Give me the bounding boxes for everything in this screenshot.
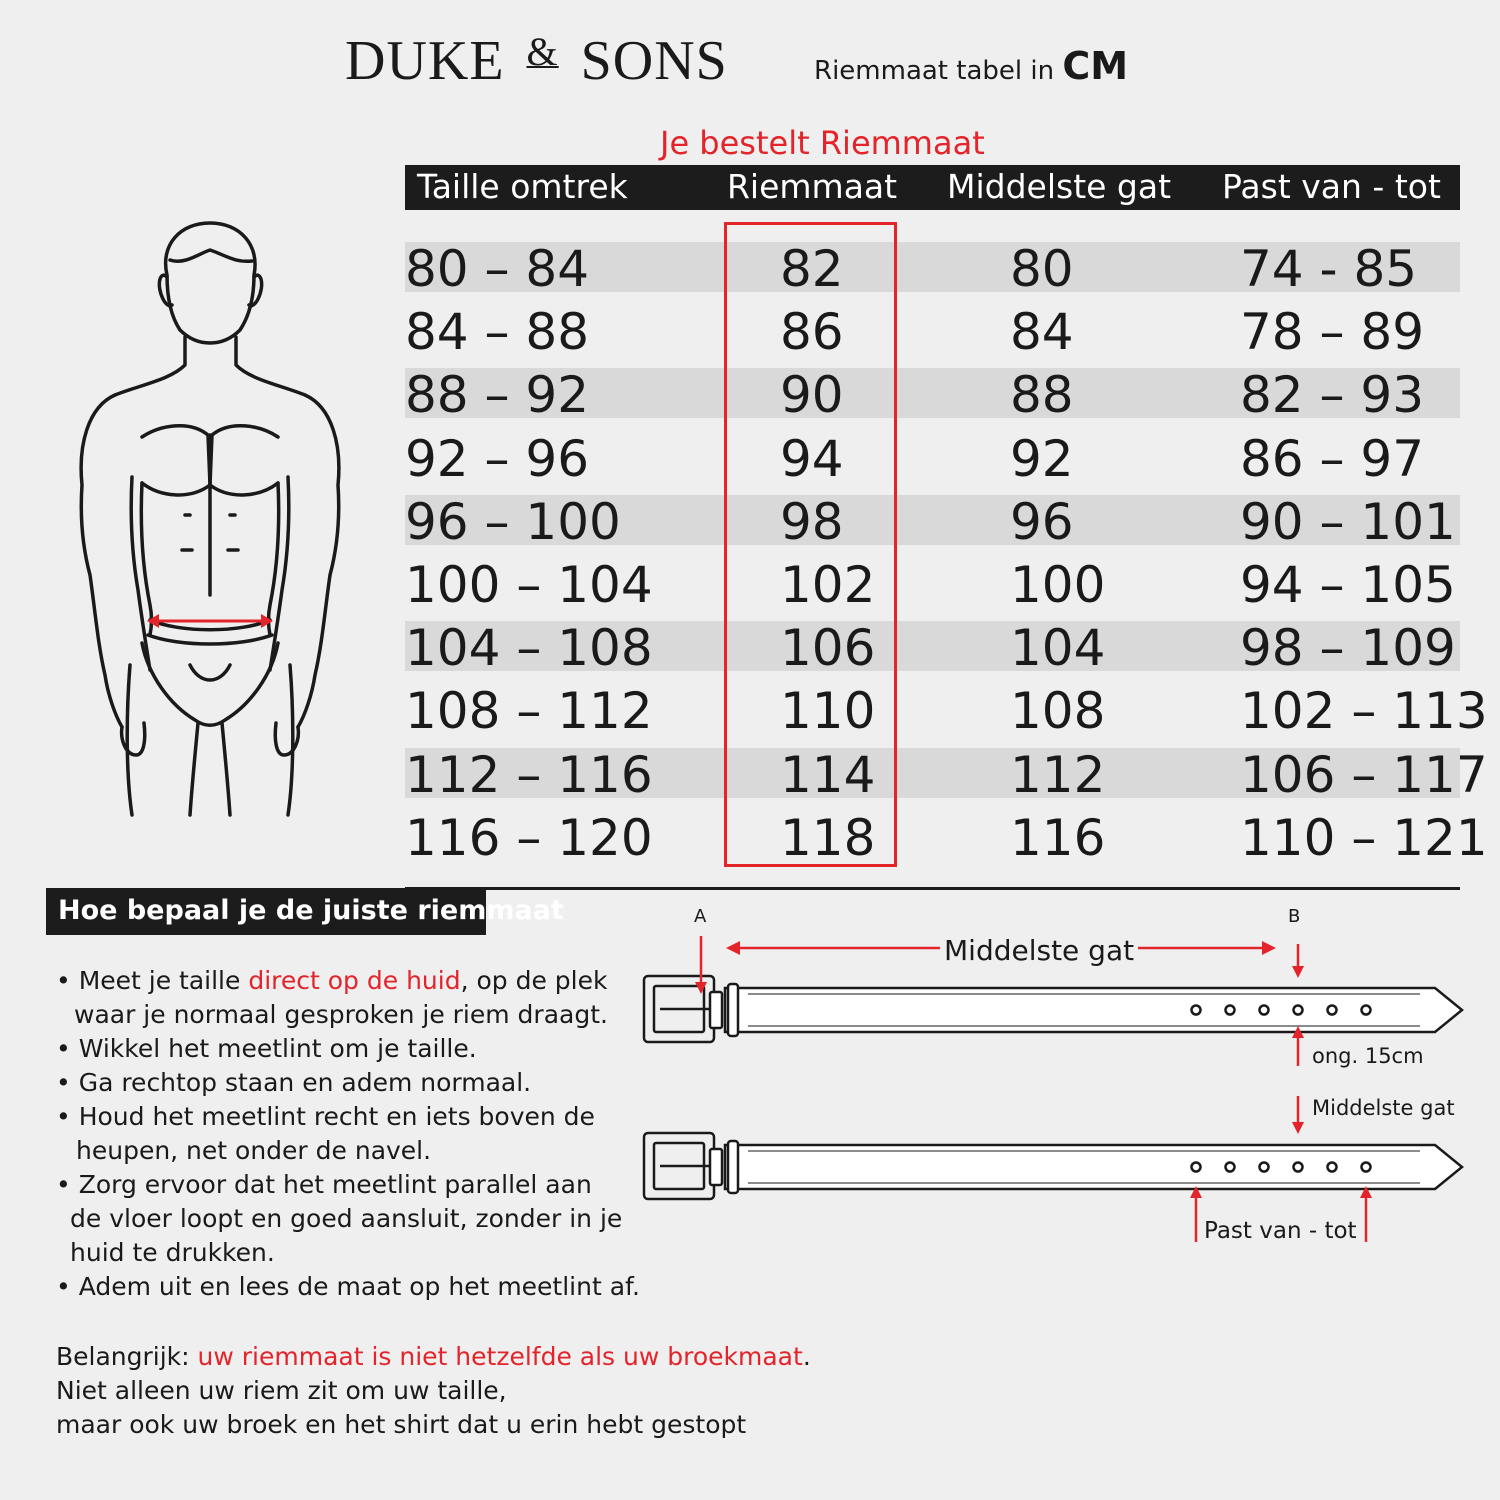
cell-fits: 110 – 121 bbox=[1240, 808, 1488, 867]
howto-title: Hoe bepaal je de juiste riemmaat bbox=[46, 888, 486, 935]
cell-middle-hole: 116 bbox=[1010, 808, 1106, 867]
table-row bbox=[405, 303, 1460, 362]
cell-middle-hole: 112 bbox=[1010, 745, 1106, 804]
list-item: • Adem uit en lees de maat op het meetlint af. bbox=[56, 1272, 640, 1301]
cell-fits: 82 – 93 bbox=[1240, 366, 1425, 425]
cell-belt-size: 82 bbox=[780, 240, 844, 298]
arrow-icon bbox=[695, 936, 1372, 1242]
middle-hole-label: Middelste gat bbox=[940, 934, 1138, 967]
list-item bbox=[56, 964, 656, 998]
table-row bbox=[405, 492, 1460, 551]
cell-middle-hole: 108 bbox=[1010, 682, 1106, 741]
cell-fits: 90 – 101 bbox=[1240, 492, 1456, 551]
list-item: • Zorg ervoor dat het meetlint parallel aan bbox=[56, 1170, 592, 1199]
table-row bbox=[405, 240, 1460, 298]
fits-label: Past van - tot bbox=[1204, 1218, 1357, 1244]
belt-icon bbox=[644, 1133, 1462, 1199]
table-header bbox=[405, 165, 1460, 210]
page-subtitle bbox=[814, 44, 1128, 88]
table-row bbox=[405, 682, 1488, 741]
table-row bbox=[405, 745, 1488, 804]
cell-waist: 104 – 108 bbox=[405, 619, 653, 678]
important-prefix: Belangrijk: bbox=[56, 1342, 198, 1371]
list-item: • Ga rechtop staan en adem normaal. bbox=[56, 1068, 532, 1097]
cell-fits: 78 – 89 bbox=[1240, 303, 1425, 362]
subtitle-prefix: Riemmaat tabel in bbox=[814, 56, 1055, 86]
list-item-highlight: direct op de huid bbox=[248, 966, 461, 995]
list-item-cont: heupen, net onder de navel. bbox=[76, 1136, 432, 1165]
list-item-cont: de vloer loopt en goed aansluit, zonder in je bbox=[70, 1204, 623, 1233]
belt-size-highlight bbox=[724, 222, 897, 867]
brand-logo bbox=[345, 28, 728, 93]
important-note bbox=[56, 1340, 816, 1442]
belt-icon bbox=[644, 976, 1462, 1042]
list-item: • Houd het meetlint recht en iets boven de bbox=[56, 1102, 595, 1131]
cell-waist: 80 – 84 bbox=[405, 240, 590, 298]
cell-belt-size: 98 bbox=[780, 492, 844, 551]
cell-middle-hole: 84 bbox=[1010, 303, 1074, 362]
list-item-cont: waar je normaal gesproken je riem draagt. bbox=[74, 1000, 608, 1029]
brand-ampersand: & bbox=[526, 29, 559, 74]
important-text-1: . Niet alleen uw riem zit om uw taille, bbox=[56, 1342, 811, 1405]
cell-fits: 98 – 109 bbox=[1240, 619, 1456, 678]
approx-label: ong. 15cm bbox=[1312, 1044, 1424, 1068]
man-body-outline-icon bbox=[60, 215, 380, 825]
table-row bbox=[405, 619, 1460, 678]
table-row bbox=[405, 556, 1460, 614]
column-header-fits: Past van - tot bbox=[1222, 167, 1441, 206]
cell-belt-size: 102 bbox=[780, 556, 876, 614]
table-row bbox=[405, 808, 1488, 867]
cell-fits: 86 – 97 bbox=[1240, 429, 1425, 488]
column-header-middle-hole: Middelste gat bbox=[947, 167, 1172, 206]
important-text-2: maar ook uw broek en het shirt dat u erin hebt gestopt bbox=[56, 1410, 747, 1439]
cell-waist: 108 – 112 bbox=[405, 682, 653, 741]
brand-right: SONS bbox=[580, 30, 728, 92]
cell-middle-hole: 100 bbox=[1010, 556, 1106, 614]
cell-waist: 112 – 116 bbox=[405, 745, 653, 804]
list-item-cont: huid te drukken. bbox=[70, 1238, 275, 1267]
middle-hole-label-2: Middelste gat bbox=[1312, 1096, 1455, 1120]
cell-waist: 84 – 88 bbox=[405, 303, 590, 362]
belt-diagram bbox=[630, 930, 1480, 1250]
table-row bbox=[405, 366, 1460, 425]
list-item: • Wikkel het meetlint om je taille. bbox=[56, 1034, 477, 1063]
cell-belt-size: 90 bbox=[780, 366, 844, 425]
list-item-text: , op de plek bbox=[460, 966, 608, 995]
cell-belt-size: 106 bbox=[780, 619, 876, 678]
section-divider bbox=[405, 887, 1460, 890]
subtitle-unit: CM bbox=[1062, 44, 1129, 88]
cell-waist: 88 – 92 bbox=[405, 366, 590, 425]
cell-waist: 96 – 100 bbox=[405, 492, 621, 551]
label-b: B bbox=[1288, 906, 1301, 927]
cell-middle-hole: 92 bbox=[1010, 429, 1074, 488]
cell-belt-size: 86 bbox=[780, 303, 844, 362]
cell-fits: 74 - 85 bbox=[1240, 240, 1418, 298]
instructions-list bbox=[56, 964, 656, 1304]
cell-belt-size: 94 bbox=[780, 429, 844, 488]
cell-belt-size: 118 bbox=[780, 808, 876, 867]
table-row bbox=[405, 429, 1460, 488]
cell-waist: 92 – 96 bbox=[405, 429, 590, 488]
cell-middle-hole: 104 bbox=[1010, 619, 1106, 678]
cell-middle-hole: 88 bbox=[1010, 366, 1074, 425]
brand-left: DUKE bbox=[345, 30, 505, 92]
cell-middle-hole: 80 bbox=[1010, 240, 1074, 298]
cell-fits: 106 – 117 bbox=[1240, 745, 1488, 804]
cell-belt-size: 114 bbox=[780, 745, 876, 804]
important-highlight: uw riemmaat is niet hetzelfde als uw broekmaat bbox=[197, 1342, 803, 1371]
waist-arrow-icon bbox=[145, 610, 275, 632]
cell-fits: 102 – 113 bbox=[1240, 682, 1488, 741]
cell-fits: 94 – 105 bbox=[1240, 556, 1456, 614]
order-label: Je bestelt Riemmaat bbox=[660, 124, 985, 162]
column-header-waist: Taille omtrek bbox=[417, 167, 628, 206]
cell-waist: 100 – 104 bbox=[405, 556, 653, 614]
cell-belt-size: 110 bbox=[780, 682, 876, 741]
cell-waist: 116 – 120 bbox=[405, 808, 653, 867]
cell-middle-hole: 96 bbox=[1010, 492, 1074, 551]
column-header-belt-size: Riemmaat bbox=[727, 167, 898, 206]
list-item-text: • Meet je taille bbox=[56, 966, 249, 995]
label-a: A bbox=[694, 906, 707, 927]
